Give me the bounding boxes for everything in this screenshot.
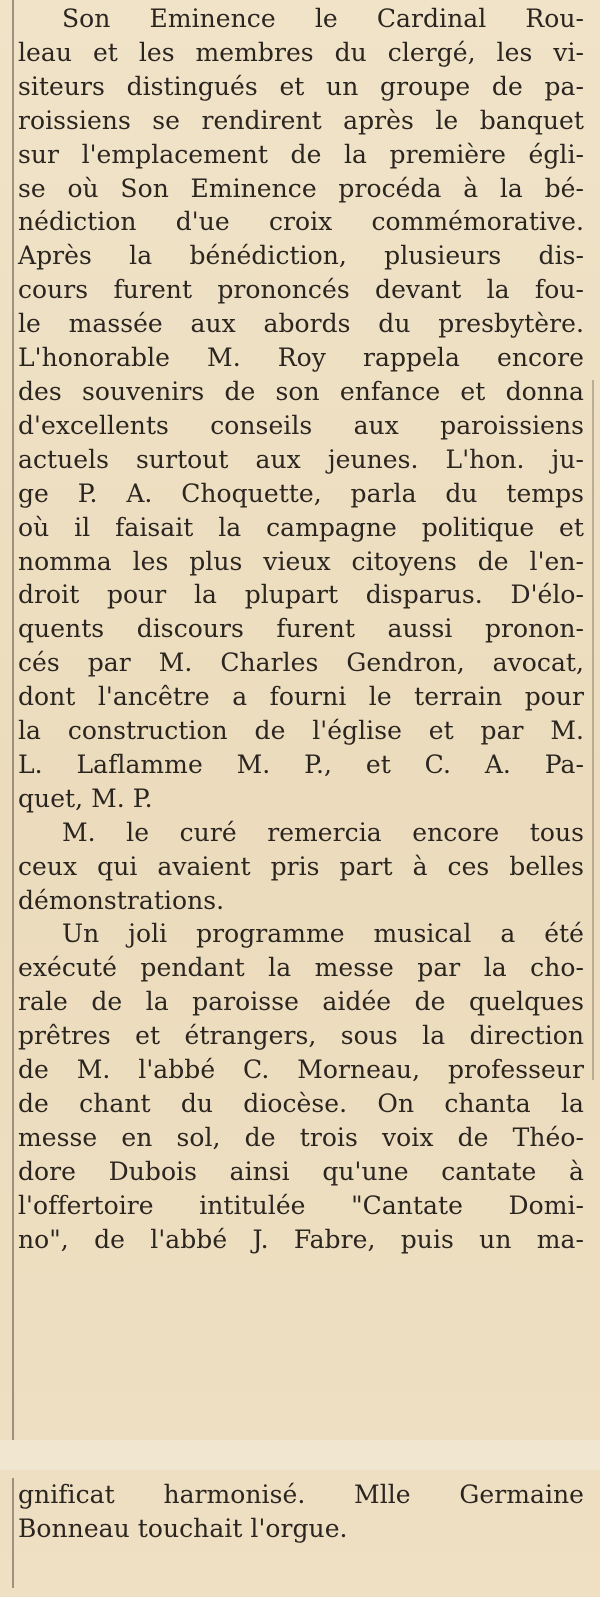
- text-line: messe en sol, de trois voix de Théo-: [18, 1122, 584, 1152]
- text-line: le massée aux abords du presbytère.: [18, 309, 584, 339]
- text-line: ceux qui avaient pris part à ces belles: [18, 851, 584, 881]
- text-line: siteurs distingués et un groupe de pa-: [18, 71, 584, 101]
- column-rule-left: [12, 0, 14, 1440]
- article-column-bottom: [18, 1478, 584, 1546]
- text-line: quents discours furent aussi pronon-: [18, 614, 584, 644]
- text-line: cés par M. Charles Gendron, avocat,: [18, 648, 584, 678]
- text-line: Après la bénédiction, plusieurs dis-: [18, 241, 584, 271]
- text-line: actuels surtout aux jeunes. L'hon. ju-: [18, 444, 584, 474]
- text-line: ge P. A. Choquette, parla du temps: [18, 478, 584, 508]
- text-line: dore Dubois ainsi qu'une cantate à: [18, 1156, 584, 1186]
- text-line: d'excellents conseils aux paroissiens: [18, 410, 584, 440]
- text-line: de chant du diocèse. On chanta la: [18, 1089, 584, 1118]
- column-rule-left-lower: [12, 1478, 14, 1588]
- text-line: droit pour la plupart disparus. D'élo-: [18, 580, 584, 610]
- text-line: nomma les plus vieux citoyens de l'en-: [18, 546, 584, 576]
- text-line: l'offertoire intitulée "Cantate Domi-: [18, 1190, 584, 1220]
- text-line: Son Eminence le Cardinal Rou-: [62, 4, 584, 33]
- clipping-gap: [0, 1440, 600, 1470]
- text-line: cours furent prononcés devant la fou-: [18, 275, 584, 305]
- text-line: leau et les membres du clergé, les vi-: [18, 37, 584, 67]
- text-line: exécuté pendant la messe par la cho-: [18, 953, 584, 983]
- text-line: quet, M. P.: [18, 783, 153, 813]
- text-line: démonstrations.: [18, 885, 225, 915]
- text-line: prêtres et étrangers, sous la direction: [18, 1021, 584, 1051]
- text-line: Un joli programme musical a été: [62, 919, 584, 949]
- text-line: Bonneau touchait l'orgue.: [18, 1513, 348, 1543]
- text-line: nédiction d'ue croix commémorative.: [18, 207, 584, 237]
- text-line: gnificat harmonisé. Mlle Germaine: [18, 1480, 584, 1509]
- text-line: la construction de l'église et par M.: [18, 716, 584, 746]
- text-line: où il faisait la campagne politique et: [18, 512, 584, 542]
- text-line: roissiens se rendirent après le banquet: [18, 105, 584, 135]
- text-line: no", de l'abbé J. Fabre, puis un ma-: [18, 1224, 584, 1254]
- text-line: de M. l'abbé C. Morneau, professeur: [18, 1055, 584, 1085]
- article-column-top: [18, 2, 584, 1257]
- text-line: L. Laflamme M. P., et C. A. Pa-: [18, 749, 584, 779]
- text-line: dont l'ancêtre a fourni le terrain pour: [18, 682, 584, 712]
- column-rule-right: [592, 380, 594, 1080]
- text-line: rale de la paroisse aidée de quelques: [18, 987, 584, 1017]
- text-line: se où Son Eminence procéda à la bé-: [18, 173, 584, 203]
- text-line: sur l'emplacement de la première égli-: [18, 139, 584, 169]
- text-line: des souvenirs de son enfance et donna: [18, 376, 584, 406]
- text-line: M. le curé remercia encore tous: [62, 817, 584, 847]
- text-line: L'honorable M. Roy rappela encore: [18, 343, 584, 373]
